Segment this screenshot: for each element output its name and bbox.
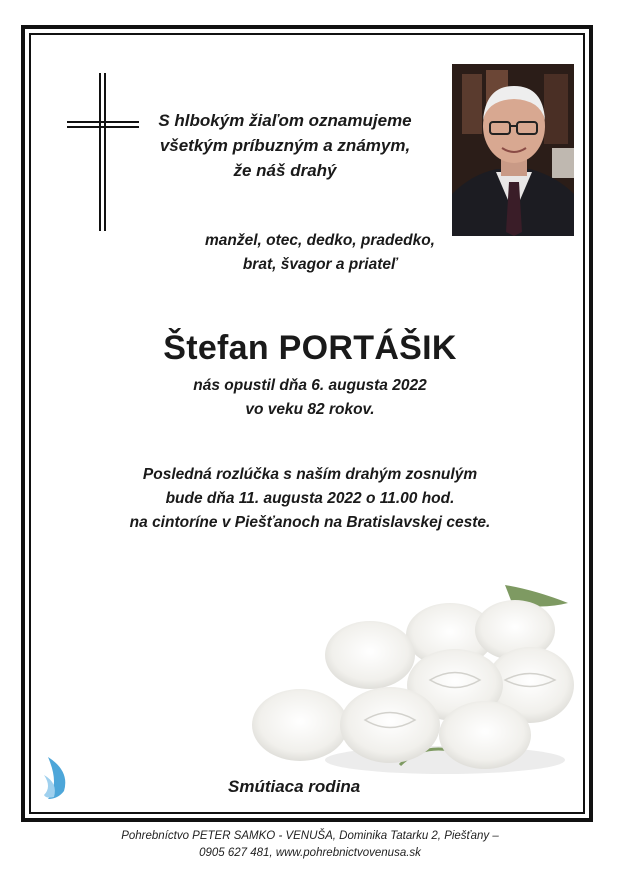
- funeral-line: na cintoríne v Piešťanoch na Bratislavskej ceste.: [129, 514, 491, 531]
- footer-text: [60, 828, 560, 862]
- signature-text: Smútiaca rodina: [228, 777, 361, 796]
- announcement-line: že náš drahý: [233, 161, 337, 180]
- relations-text: [150, 229, 490, 277]
- flame-logo-icon: [42, 755, 78, 801]
- announcement-text: [130, 108, 440, 183]
- footer-line: 0905 627 481, www.pohrebnictvovenusa.sk: [199, 847, 421, 859]
- deceased-photo: [452, 64, 574, 236]
- funeral-line: bude dňa 11. augusta 2022 o 11.00 hod.: [165, 490, 455, 507]
- announcement-line: všetkým príbuzným a známym,: [159, 136, 411, 155]
- footer-line: Pohrebníctvo PETER SAMKO - VENUŠA, Dominika Tatarku 2, Piešťany –: [121, 830, 499, 842]
- white-roses-image: [250, 575, 578, 780]
- funeral-line: Posledná rozlúčka s naším drahým zosnulým: [142, 466, 478, 483]
- announcement-line: S hlbokým žiaľom oznamujeme: [158, 111, 412, 130]
- death-details: [150, 374, 470, 422]
- death-date-line: nás opustil dňa 6. augusta 2022: [193, 377, 427, 394]
- relations-line: brat, švagor a priateľ: [242, 256, 398, 273]
- age-line: vo veku 82 rokov.: [245, 401, 375, 418]
- deceased-name: Štefan PORTÁŠIK: [163, 329, 457, 367]
- relations-line: manžel, otec, dedko, pradedko,: [205, 232, 435, 249]
- funeral-details: [80, 463, 540, 535]
